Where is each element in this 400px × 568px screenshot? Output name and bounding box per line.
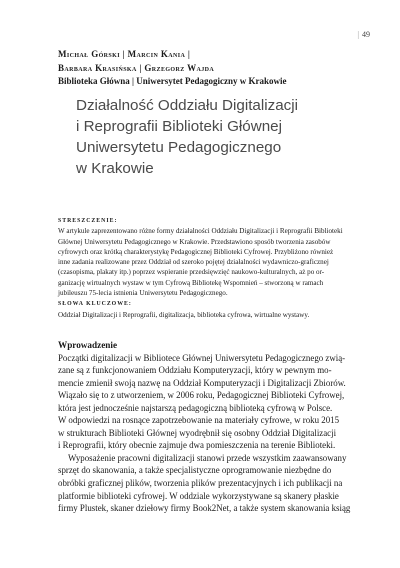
page-number <box>357 30 370 39</box>
page-number-value: 49 <box>362 30 370 39</box>
body-line: Wyposażenie pracowni digitalizacji stanowi przede wszystkim zaawansowany <box>68 452 347 463</box>
authors-line-2: Barbara Krasińska | Grzegorz Wajda <box>58 62 215 73</box>
body-line: mencie zmienił swoją nazwę na Oddział Komputeryzacji i Digitalizacji Zbiorów. <box>58 377 346 388</box>
abstract <box>58 216 348 320</box>
keywords-heading: SŁOWA KLUCZOWE: <box>58 301 132 308</box>
body-line: obróbki graficznej plików, tworzenia plików prezentacyjnych i ich publikacji na <box>58 478 343 489</box>
body-line: która jest jednocześnie najstarszą pedagogiczną biblioteką cyfrową w Polsce. <box>58 402 333 413</box>
abstract-line: Głównej Uniwersytetu Pedagogicznego w Krakowie. Przedstawiono sposób tworzenia zasobów <box>58 237 331 246</box>
abstract-line: ganizację wirtualnych wystaw w tym Cyfrową Bibliotekę Wspomnień – stworzoną w ramach <box>58 278 324 287</box>
abstract-line: cyfrowych oraz krótką charakterystykę Pedagogicznej Biblioteki Cyfrowej. Przybliżono również <box>58 247 334 256</box>
abstract-line: W artykule zaprezentowano różne formy działalności Oddziału Digitalizacji i Reprografii Biblioteki <box>58 227 343 236</box>
abstract-heading: STRESZCZENIE: <box>58 218 118 224</box>
abstract-line: (czasopisma, plakaty itp.) poprzez wspieranie przedsięwzięć naukowo-kulturalnych, aż po or- <box>58 268 325 277</box>
body-line: platformie biblioteki cyfrowej. W oddziale wykorzystywane są skanery płaskie <box>58 490 339 501</box>
author-block <box>58 48 358 89</box>
body-line: sprzęt do skanowania, a także specjalistyczne oprogramowanie niezbędne do <box>58 465 332 476</box>
abstract-line: inne zadania realizowane przez Oddział od szeroko pojętej działalności wydawniczo-graficznej <box>58 258 329 267</box>
body-line: zane są z funkcjonowaniem Oddziału Komputeryzacji, który w pewnym mo- <box>58 365 332 376</box>
title-line: Działalność Oddziału Digitalizacji <box>76 97 298 114</box>
section-heading: Wprowadzenie <box>58 340 118 350</box>
article-title <box>76 95 366 179</box>
keywords: Oddział Digitalizacji i Reprografii, digitalizacja, biblioteka cyfrowa, wirtualne wystawy. <box>58 310 310 319</box>
body-line: w strukturach Biblioteki Głównej wyodrębnił się osobny Oddział Digitalizacji <box>58 427 337 438</box>
affiliation: Biblioteka Główna | Uniwersytet Pedagogiczny w Krakowie <box>58 76 287 86</box>
body-line: Wiązało się to z utworzeniem, w 2006 roku, Pedagogicznej Biblioteki Cyfrowej, <box>58 390 345 401</box>
body-text <box>58 339 358 515</box>
body-line: firmy Plustek, skaner dziełowy firmy Book2Net, a także system skanowania ksiąg <box>58 503 351 514</box>
body-line: W odpowiedzi na rosnące zapotrzebowanie na materiały cyfrowe, w roku 2015 <box>58 415 340 426</box>
title-line: w Krakowie <box>76 160 154 177</box>
body-line: i Reprografii, który obecnie zajmuje dwa pomieszczenia na terenie Biblioteki. <box>58 440 336 451</box>
title-line: i Reprografii Biblioteki Głównej <box>76 118 282 135</box>
authors-line-1: Michał Górski | Marcin Kania | <box>58 49 191 59</box>
body-line: Początki digitalizacji w Bibliotece Głównej Uniwersytetu Pedagogicznego zwią- <box>58 352 346 363</box>
page-number-separator: | <box>357 30 359 39</box>
abstract-line: jubileuszu 75-lecia istnienia Uniwersytetu Pedagogicznego. <box>58 289 228 298</box>
title-line: Uniwersytetu Pedagogicznego <box>76 139 282 156</box>
